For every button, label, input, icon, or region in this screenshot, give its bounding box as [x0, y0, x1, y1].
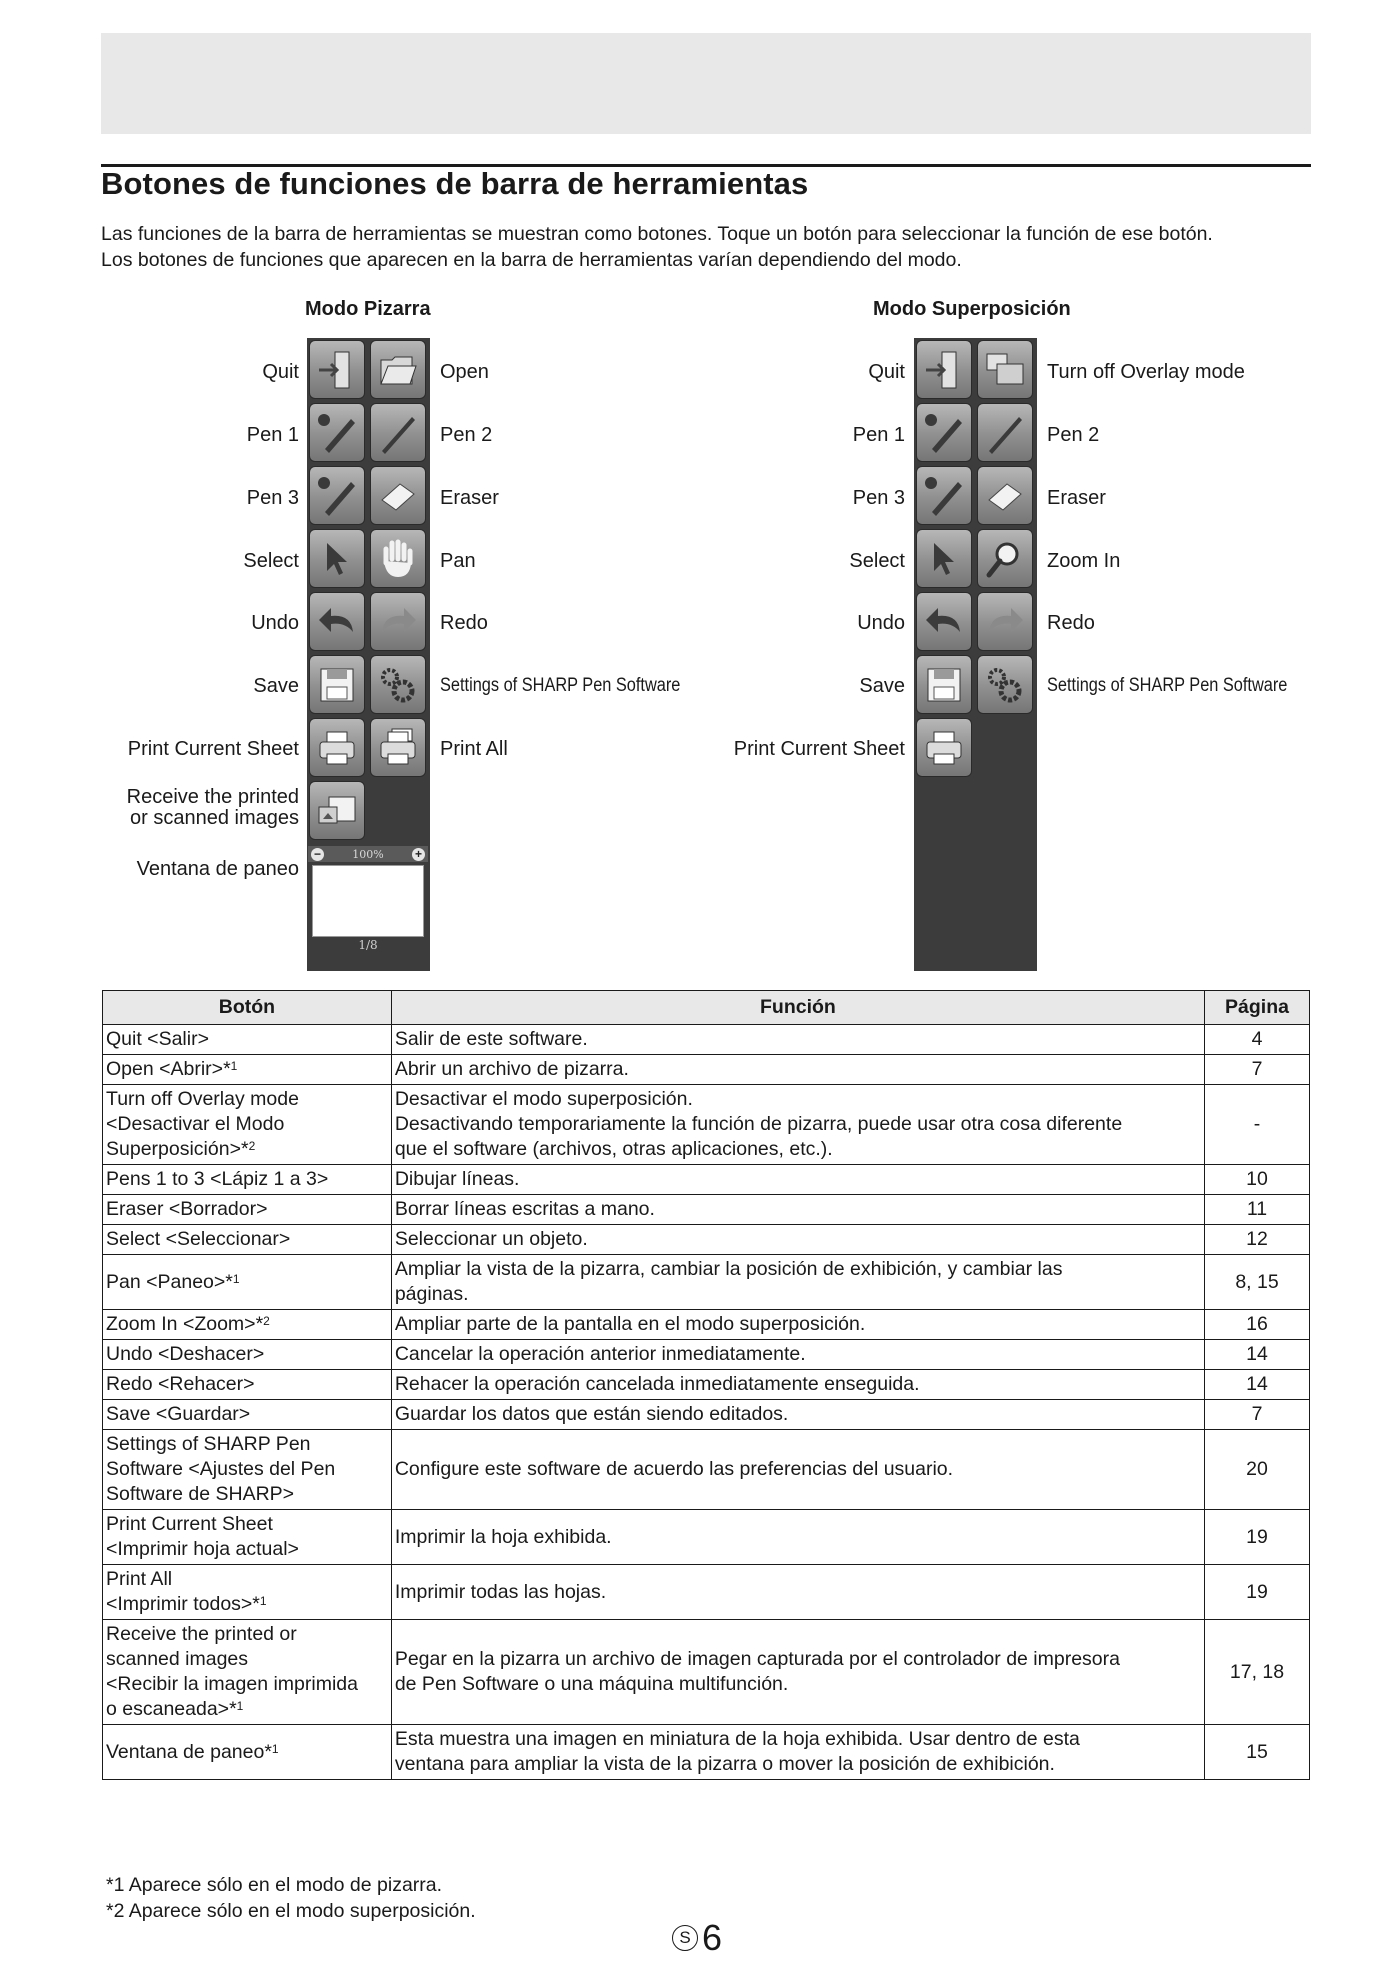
- print-current-sheet-button[interactable]: [916, 718, 972, 777]
- button-cell: [103, 1370, 392, 1400]
- button-cell: [103, 1340, 392, 1370]
- button-name: Open <Abrir>*: [106, 1058, 231, 1080]
- function-cell: Dibujar líneas.: [391, 1165, 1204, 1195]
- page-cell: 12: [1205, 1225, 1310, 1255]
- function-cell: Borrar líneas escritas a mano.: [391, 1195, 1204, 1225]
- select-icon: [315, 537, 359, 581]
- page-counter: 1/8: [358, 938, 378, 952]
- settings-button[interactable]: [370, 655, 426, 714]
- footnote-ref: 1: [232, 1271, 240, 1286]
- eraser-icon: [376, 474, 420, 518]
- button-cell: [103, 1400, 392, 1430]
- pan-window[interactable]: [308, 846, 428, 956]
- button-cell: [103, 1195, 392, 1225]
- quit-icon: [922, 348, 966, 392]
- zoom-out-button[interactable]: −: [311, 848, 324, 861]
- zoom-in-small-button[interactable]: +: [412, 848, 425, 861]
- page-thumbnail[interactable]: [312, 865, 424, 937]
- page-cell: 20: [1205, 1430, 1310, 1510]
- undo-button[interactable]: [916, 592, 972, 651]
- label-quit: Quit: [868, 361, 905, 383]
- select-button[interactable]: [916, 529, 972, 588]
- select-icon: [922, 537, 966, 581]
- pen-2-button[interactable]: [370, 403, 426, 462]
- button-cell: [103, 1085, 392, 1165]
- pizarra-mode-title: Modo Pizarra: [305, 298, 431, 320]
- button-name: Print All <Imprimir todos>*: [106, 1568, 260, 1615]
- button-cell: [103, 1165, 392, 1195]
- button-cell: [103, 1225, 392, 1255]
- function-cell: Cancelar la operación anterior inmediatamente.: [391, 1340, 1204, 1370]
- button-name: Receive the printed or scanned images <Recibir la imagen imprimida o escaneada>*: [106, 1623, 358, 1720]
- label-pen-3: Pen 3: [246, 487, 299, 509]
- page-cell: 14: [1205, 1370, 1310, 1400]
- receive-images-button[interactable]: [309, 781, 365, 840]
- footnotes: [106, 1872, 476, 1924]
- footnote: *1 Aparece sólo en el modo de pizarra.: [106, 1874, 443, 1896]
- language-marker: S: [672, 1925, 698, 1951]
- intro-line: Los botones de funciones que aparecen en la barra de herramientas varían dependiendo del modo.: [101, 249, 962, 271]
- label-select: Select: [243, 550, 299, 572]
- button-name: Ventana de paneo*: [106, 1740, 272, 1763]
- function-cell: Guardar los datos que están siendo editados.: [391, 1400, 1204, 1430]
- pen-1-icon: [315, 411, 359, 455]
- table-header-row: [103, 991, 1310, 1025]
- function-cell: Seleccionar un objeto.: [391, 1225, 1204, 1255]
- save-button[interactable]: [916, 655, 972, 714]
- button-cell: [103, 1620, 392, 1725]
- receive-images-icon: [315, 789, 359, 833]
- button-name: Undo <Deshacer>: [106, 1343, 265, 1365]
- quit-button[interactable]: [916, 340, 972, 399]
- page-cell: 7: [1205, 1400, 1310, 1430]
- page-cell: 19: [1205, 1565, 1310, 1620]
- label-print-current-sheet: Print Current Sheet: [127, 738, 299, 760]
- label-redo: Redo: [1047, 612, 1095, 634]
- undo-icon: [922, 600, 966, 644]
- zoom-bar: [308, 846, 428, 862]
- label-pan: Pan: [440, 550, 476, 572]
- overlay-mode-title: Modo Superposición: [873, 298, 1071, 320]
- table-row: [103, 1430, 1310, 1510]
- table-row: [103, 1165, 1310, 1195]
- label-pen-2: Pen 2: [440, 424, 493, 446]
- turn-off-overlay-icon: [983, 348, 1027, 392]
- column-header: Página: [1205, 991, 1310, 1025]
- button-cell: [103, 1510, 392, 1565]
- settings-icon: [983, 663, 1027, 707]
- pan-icon: [376, 537, 420, 581]
- save-icon: [922, 663, 966, 707]
- redo-button[interactable]: [977, 592, 1033, 651]
- label-receive-line1: Receive the printed: [126, 786, 299, 808]
- pen-2-icon: [983, 411, 1027, 455]
- page-cell: 11: [1205, 1195, 1310, 1225]
- intro-text: [101, 221, 1316, 273]
- table-row: [103, 1620, 1310, 1725]
- label-settings: Settings of SHARP Pen Software: [440, 675, 681, 696]
- page-cell: 16: [1205, 1310, 1310, 1340]
- function-table: [102, 990, 1310, 1780]
- function-cell: Rehacer la operación cancelada inmediatamente enseguida.: [391, 1370, 1204, 1400]
- label-pen-1: Pen 1: [246, 424, 299, 446]
- print-all-icon: [376, 726, 420, 770]
- label-eraser: Eraser: [1047, 487, 1106, 509]
- page-cell: 4: [1205, 1025, 1310, 1055]
- button-cell: [103, 1025, 392, 1055]
- function-cell: Ampliar la vista de la pizarra, cambiar la posición de exhibición, y cambiar las páginas.: [391, 1255, 1204, 1310]
- pen-3-icon: [315, 474, 359, 518]
- label-undo: Undo: [251, 612, 299, 634]
- page-cell: 8, 15: [1205, 1255, 1310, 1310]
- button-name: Pan <Paneo>*: [106, 1270, 233, 1293]
- function-cell: Desactivar el modo superposición. Desactivando temporariamente la función de pizarra, puede usar otra cosa diferente que el software (archivos, otras aplicaciones, etc.).: [391, 1085, 1204, 1165]
- label-pen-2: Pen 2: [1047, 424, 1100, 446]
- page-cell: 17, 18: [1205, 1620, 1310, 1725]
- label-quit: Quit: [262, 361, 299, 383]
- settings-button[interactable]: [977, 655, 1033, 714]
- button-name: Pens 1 to 3 <Lápiz 1 a 3>: [106, 1168, 329, 1190]
- redo-button[interactable]: [370, 592, 426, 651]
- label-pen-3: Pen 3: [852, 487, 905, 509]
- pen-1-button[interactable]: [309, 403, 365, 462]
- redo-icon: [983, 600, 1027, 644]
- function-cell: Imprimir la hoja exhibida.: [391, 1510, 1204, 1565]
- button-cell: [103, 1725, 392, 1780]
- button-cell: [103, 1255, 392, 1310]
- pen-1-icon: [922, 411, 966, 455]
- label-undo: Undo: [857, 612, 905, 634]
- label-zoom-in: Zoom In: [1047, 550, 1121, 572]
- redo-icon: [376, 600, 420, 644]
- pen-3-button[interactable]: [309, 466, 365, 525]
- button-name: Redo <Rehacer>: [106, 1373, 255, 1395]
- zoom-in-button[interactable]: [977, 529, 1033, 588]
- table-row: [103, 1340, 1310, 1370]
- button-name: Eraser <Borrador>: [106, 1198, 268, 1220]
- print-current-sheet-button[interactable]: [309, 718, 365, 777]
- eraser-icon: [983, 474, 1027, 518]
- quit-button[interactable]: [309, 340, 365, 399]
- pen-2-icon: [376, 411, 420, 455]
- page-cell: 14: [1205, 1340, 1310, 1370]
- zoom-value: 100%: [352, 847, 384, 861]
- table-row: [103, 1510, 1310, 1565]
- pen-2-button[interactable]: [977, 403, 1033, 462]
- save-button[interactable]: [309, 655, 365, 714]
- button-name: Turn off Overlay mode <Desactivar el Modo Superposición>*: [106, 1088, 299, 1160]
- button-name: Quit <Salir>: [106, 1028, 209, 1050]
- function-cell: Imprimir todas las hojas.: [391, 1565, 1204, 1620]
- undo-button[interactable]: [309, 592, 365, 651]
- page-cell: 10: [1205, 1165, 1310, 1195]
- save-icon: [315, 663, 359, 707]
- button-cell: [103, 1310, 392, 1340]
- table-row: [103, 1370, 1310, 1400]
- print-current-sheet-icon: [315, 726, 359, 770]
- page-title: Botones de funciones de barra de herramientas: [101, 166, 809, 201]
- label-save: Save: [253, 675, 299, 697]
- pen-3-button[interactable]: [916, 466, 972, 525]
- turn-off-overlay-button[interactable]: [977, 340, 1033, 399]
- page-cell: 15: [1205, 1725, 1310, 1780]
- eraser-button[interactable]: [370, 466, 426, 525]
- table-row: [103, 1400, 1310, 1430]
- button-cell: [103, 1430, 392, 1510]
- pen-1-button[interactable]: [916, 403, 972, 462]
- label-settings: Settings of SHARP Pen Software: [1047, 675, 1288, 696]
- print-current-sheet-icon: [922, 726, 966, 770]
- quit-icon: [315, 348, 359, 392]
- select-button[interactable]: [309, 529, 365, 588]
- label-pen-1: Pen 1: [852, 424, 905, 446]
- footnote-ref: 1: [271, 1741, 279, 1756]
- label-turn-off-overlay: Turn off Overlay mode: [1047, 361, 1245, 383]
- label-redo: Redo: [440, 612, 488, 634]
- function-cell: Ampliar parte de la pantalla en el modo superposición.: [391, 1310, 1204, 1340]
- button-cell: [103, 1055, 392, 1085]
- function-cell: Esta muestra una imagen en miniatura de la hoja exhibida. Usar dentro de esta ventana para ampliar la vista de la pizarra o mover la posición de exhibición.: [391, 1725, 1204, 1780]
- label-eraser: Eraser: [440, 487, 499, 509]
- undo-icon: [315, 600, 359, 644]
- button-name: Print Current Sheet <Imprimir hoja actual>: [106, 1513, 299, 1560]
- page-cell: -: [1205, 1085, 1310, 1165]
- open-icon: [376, 348, 420, 392]
- pen-3-icon: [922, 474, 966, 518]
- table-row: [103, 1085, 1310, 1165]
- page-number-value: 6: [702, 1917, 723, 1958]
- button-name: Zoom In <Zoom>*: [106, 1313, 264, 1335]
- label-pan-window: Ventana de paneo: [136, 858, 299, 880]
- table-row: [103, 1565, 1310, 1620]
- pizarra-toolbar: [307, 338, 430, 971]
- overlay-toolbar: [914, 338, 1037, 971]
- table-row: [103, 1225, 1310, 1255]
- function-cell: Abrir un archivo de pizarra.: [391, 1055, 1204, 1085]
- footnote-ref: 2: [248, 1139, 256, 1153]
- print-all-button[interactable]: [370, 718, 426, 777]
- page-cell: 7: [1205, 1055, 1310, 1085]
- table-row: [103, 1255, 1310, 1310]
- footnote-ref: 1: [236, 1699, 244, 1713]
- label-select: Select: [849, 550, 905, 572]
- footnote-ref: 1: [259, 1594, 267, 1608]
- footnote-ref: 1: [230, 1059, 238, 1073]
- function-cell: Salir de este software.: [391, 1025, 1204, 1055]
- intro-line: Las funciones de la barra de herramientas se muestran como botones. Toque un botón para seleccionar la función de ese botón.: [101, 223, 1213, 245]
- header-band: [101, 33, 1311, 134]
- button-name: Save <Guardar>: [106, 1403, 251, 1425]
- column-header: Botón: [103, 991, 392, 1025]
- page-number: [672, 1917, 723, 1958]
- page-cell: 19: [1205, 1510, 1310, 1565]
- label-print-all: Print All: [440, 738, 508, 760]
- button-cell: [103, 1565, 392, 1620]
- footnote: *2 Aparece sólo en el modo superposición.: [106, 1900, 476, 1922]
- button-name: Select <Seleccionar>: [106, 1228, 291, 1250]
- settings-icon: [376, 663, 420, 707]
- table-row: [103, 1025, 1310, 1055]
- eraser-button[interactable]: [977, 466, 1033, 525]
- zoom-in-icon: [983, 537, 1027, 581]
- open-button[interactable]: [370, 340, 426, 399]
- function-cell: Pegar en la pizarra un archivo de imagen capturada por el controlador de impresora de Pen Software o una máquina multifunción.: [391, 1620, 1204, 1725]
- label-receive-line2: or scanned images: [130, 807, 299, 829]
- footnote-ref: 2: [263, 1314, 270, 1328]
- column-header: Función: [391, 991, 1204, 1025]
- label-open: Open: [440, 361, 489, 383]
- table-row: [103, 1055, 1310, 1085]
- button-name: Settings of SHARP Pen Software <Ajustes del Pen Software de SHARP>: [106, 1433, 336, 1505]
- table-row: [103, 1195, 1310, 1225]
- label-print-current-sheet: Print Current Sheet: [733, 738, 905, 760]
- table-row: [103, 1725, 1310, 1780]
- label-save: Save: [859, 675, 905, 697]
- table-row: [103, 1310, 1310, 1340]
- pan-button[interactable]: [370, 529, 426, 588]
- function-cell: Configure este software de acuerdo las preferencias del usuario.: [391, 1430, 1204, 1510]
